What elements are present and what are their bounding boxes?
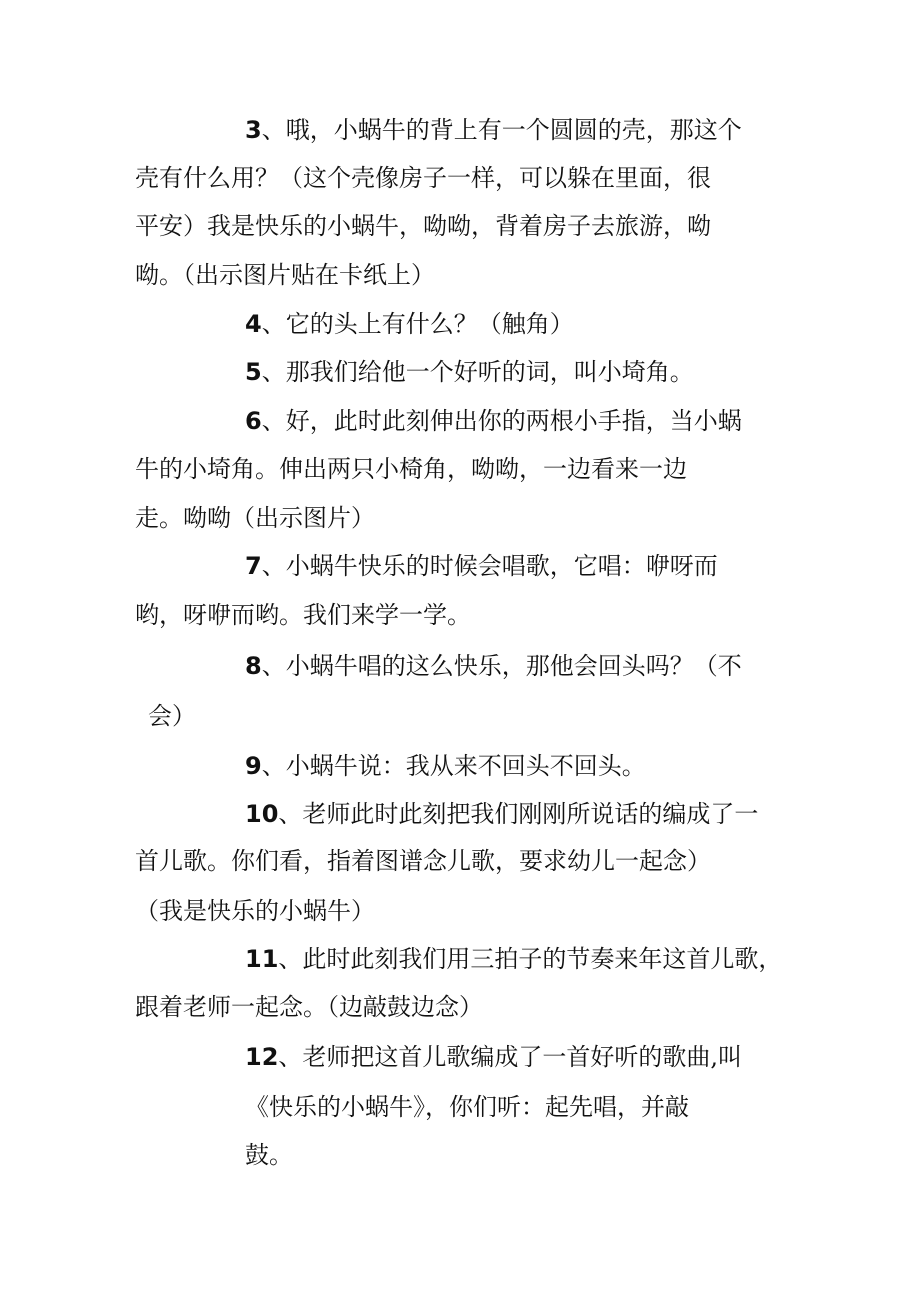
paragraph-line: 壳有什么用？（这个壳像房子一样，可以躲在里面，很 <box>135 164 711 192</box>
item-number: 6 <box>245 407 262 435</box>
paragraph-text: 、它的头上有什么？（触角） <box>261 310 574 338</box>
paragraph-line <box>245 115 742 145</box>
paragraph-line <box>245 309 574 339</box>
paragraph-text: 、小蜗牛说：我从来不回头不回头。 <box>261 752 646 780</box>
paragraph-text: 、此时此刻我们用三拍子的节奏来年这首儿歌， <box>278 945 783 973</box>
paragraph-line <box>245 357 694 387</box>
item-number: 9 <box>245 752 262 780</box>
paragraph-text: 、好，此时此刻伸出你的两根小手指，当小蜗 <box>261 407 742 435</box>
paragraph-text: 、老师此时此刻把我们刚刚所说话的编成了一 <box>278 800 759 828</box>
paragraph-line: 鼓。 <box>245 1141 293 1169</box>
item-number: 5 <box>245 358 262 386</box>
item-number: 3 <box>245 116 262 144</box>
paragraph-line: （我是快乐的小蜗牛） <box>135 897 375 925</box>
item-number: 7 <box>245 552 262 580</box>
paragraph-line <box>245 799 758 829</box>
paragraph-line: 《快乐的小蜗牛》，你们听：起先唱，并敲 <box>245 1093 689 1121</box>
paragraph-line <box>245 651 742 681</box>
paragraph-line <box>245 751 646 781</box>
paragraph-line: 首儿歌。你们看，指着图谱念儿歌，要求幼儿一起念） <box>135 847 711 875</box>
item-number: 4 <box>245 310 262 338</box>
paragraph-line: 会） <box>148 702 196 730</box>
paragraph-line <box>245 944 782 974</box>
item-number: 12 <box>245 1043 279 1071</box>
paragraph-line <box>245 1042 742 1072</box>
paragraph-text: 、小蜗牛快乐的时候会唱歌，它唱：咿呀而 <box>261 552 718 580</box>
paragraph-line: 呦。（出示图片贴在卡纸上） <box>135 261 435 289</box>
paragraph-text: 、小蜗牛唱的这么快乐，那他会回头吗？（不 <box>261 652 742 680</box>
item-number: 10 <box>245 800 279 828</box>
paragraph-line: 走。呦呦（出示图片） <box>135 504 375 532</box>
paragraph-line <box>245 406 742 436</box>
paragraph-line: 平安）我是快乐的小蜗牛，呦呦，背着房子去旅游，呦 <box>135 212 711 240</box>
item-number: 11 <box>245 945 279 973</box>
paragraph-line: 哟，呀咿而哟。我们来学一学。 <box>135 601 471 629</box>
paragraph-text: 、老师把这首儿歌编成了一首好听的歌曲,叫 <box>278 1043 743 1071</box>
paragraph-text: 、那我们给他一个好听的词，叫小埼角。 <box>261 358 694 386</box>
paragraph-line: 跟着老师一起念。（边敲鼓边念） <box>135 993 483 1021</box>
item-number: 8 <box>245 652 262 680</box>
paragraph-line: 牛的小埼角。伸出两只小椅角，呦呦，一边看来一边 <box>135 455 687 483</box>
paragraph-text: 、哦，小蜗牛的背上有一个圆圆的壳，那这个 <box>261 116 742 144</box>
paragraph-line <box>245 551 718 581</box>
